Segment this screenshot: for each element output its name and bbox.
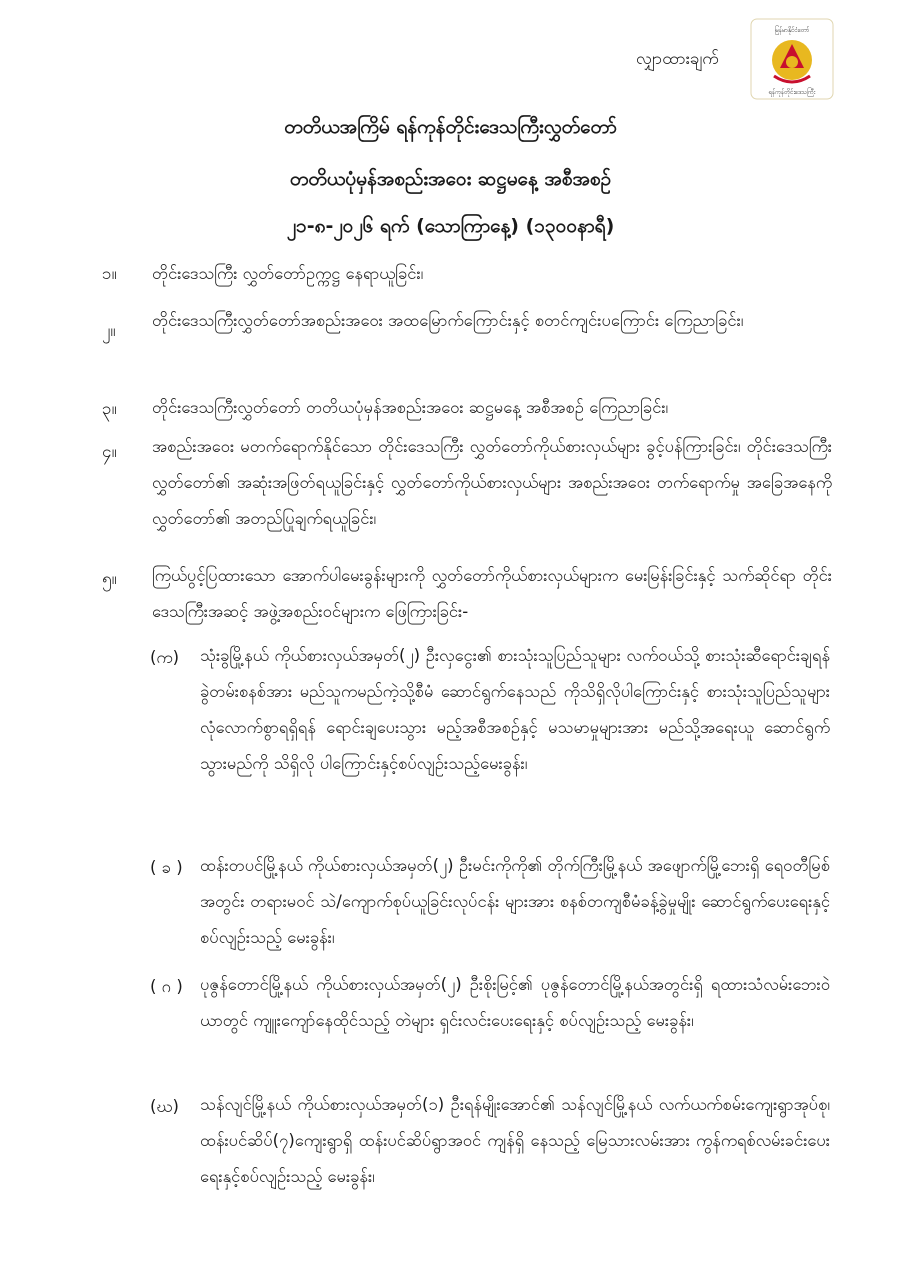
sub-item-text-ka: သုံးခွမြို့နယ် ကိုယ်စားလှယ်အမှတ်(၂) ဦးလှငွေး၏ စားသုံးသူပြည်သူများ လက်ဝယ်သို့ စားသုံးဆီရောင်းချရန် ခွဲတမ်းစနစ်အား မည်သူကမည်ကဲ့သို့စီမံ ဆောင်ရွက်နေသည် ကိုသိရှိလိုပါကြောင်းနှင့် စားသုံးသူပြည်သူများ လုံလောက်စွာရရှိရန် ရောင်းချပေးသွား မည့်အစီအစဉ်နှင့် မသမာမှုများအား မည်သို့အရေးယူ ဆောင်ရွက်သွားမည်ကို သိရှိလို ပါကြောင်းနှင့်စပ်လျဉ်းသည့်မေးခွန်း၊ bbox=[200, 646, 830, 773]
item-number-3: ၃။ bbox=[102, 399, 117, 419]
title-line-1: တတိယအကြိမ် ရန်ကုန်တိုင်းဒေသကြီးလွှတ်တော် bbox=[284, 116, 617, 138]
item-text-5: ကြယ်ပွင့်ပြထားသော အောက်ပါမေးခွန်းများကို လွှတ်တော်ကိုယ်စားလှယ်များက မေးမြန်းခြင်းနှင့် သက်ဆိုင်ရာ တိုင်းဒေသကြီးအဆင့် အဖွဲ့အစည်းဝင်များက ဖြေကြားခြင်း- bbox=[152, 566, 832, 621]
sub-item-text-gha: သန်လျင်မြို့နယ် ကိုယ်စားလှယ်အမှတ်(၁) ဦးရန်မျိုးအောင်၏ သန်လျင်မြို့နယ် လက်ယက်စမ်းကျေးရွာအုပ်စု၊ ထန်းပင်ဆိပ်(၇)ကျေးရွာရှိ ထန်းပင်ဆိပ်ရွာအဝင် ကျန်ရှိ နေသည့် မြေသားလမ်းအား ကွန်ကရစ်လမ်းခင်းပေးရေးနှင့်စပ်လျဉ်းသည့် မေးခွန်း၊ bbox=[200, 1095, 830, 1186]
classification-label: လျှာထားချက် bbox=[636, 49, 719, 69]
item-text-3: တိုင်းဒေသကြီးလွှတ်တော် တတိယပုံမှန်အစည်းအဝေး ဆဋ္ဌမနေ့ အစီအစဉ် ကြေညာခြင်း၊ bbox=[152, 398, 669, 417]
state-seal-logo bbox=[750, 18, 834, 100]
sub-item-label-ga: ( ဂ ) bbox=[150, 977, 183, 996]
seal-caption-bottom: ရန်ကုန်တိုင်းဒေသကြီး bbox=[768, 89, 816, 96]
sub-item-label-gha: (ဃ) bbox=[150, 1097, 179, 1116]
item-number-2: ၂။ bbox=[102, 321, 116, 341]
seal-caption-top: မြန်မာနိုင်ငံတော် bbox=[774, 27, 810, 34]
item-text-4: အစည်းအဝေး မတက်ရောက်နိုင်သော တိုင်းဒေသကြီး လွှတ်တော်ကိုယ်စားလှယ်များ ခွင့်ပန်ကြားခြင်း၊ တိုင်းဒေသကြီးလွှတ်တော်၏ အဆုံးအဖြတ်ရယူခြင်းနှင့် လွှတ်တော်ကိုယ်စားလှယ်များ အစည်းအဝေး တက်ရောက်မှု အခြေအနေကို လွှတ်တော်၏ အတည်ပြုချက်ရယူခြင်း၊ bbox=[152, 437, 832, 528]
item-number-5: ၅။ bbox=[102, 569, 117, 589]
title-line-3: ၂၁-၈-၂၀၂၆ ရက် (သောကြာနေ့) (၁၃၀၀နာရီ) bbox=[286, 215, 615, 237]
sub-item-text-ga: ပုဇွန်တောင်မြို့နယ် ကိုယ်စားလှယ်အမှတ်(၂) ဦးစိုးမြင့်၏ ပုဇွန်တောင်မြို့နယ်အတွင်းရှိ ရထားသံလမ်းဘေးဝဲယာတွင် ကျူးကျော်နေထိုင်သည့် တဲများ ရှင်းလင်းပေးရေးနှင့် စပ်လျဉ်းသည့် မေးခွန်း၊ bbox=[200, 975, 830, 1030]
sub-item-text-kha: ထန်းတပင်မြို့နယ် ကိုယ်စားလှယ်အမှတ်(၂) ဦးမင်းကိုကို၏ တိုက်ကြီးမြို့နယ် အဖျောက်မြို့ဘေးရှိ ရေဝတီမြစ်အတွင်း တရားမဝင် သဲ/ကျောက်စုပ်ယူခြင်းလုပ်ငန်း များအား စနစ်တကျစီမံခန့်ခွဲမှုမျိုး ဆောင်ရွက်ပေးရေးနှင့်စပ်လျဉ်းသည့် မေးခွန်း၊ bbox=[200, 856, 830, 947]
item-number-1: ၁။ bbox=[102, 264, 117, 284]
item-text-1: တိုင်းဒေသကြီး လွှတ်တော်ဥက္ကဋ္ဌ နေရာယူခြင်း၊ bbox=[152, 264, 424, 283]
sub-item-label-ka: (က) bbox=[150, 648, 180, 667]
item-number-4: ၄။ bbox=[102, 442, 117, 462]
item-text-2: တိုင်းဒေသကြီးလွှတ်တော်အစည်းအဝေး အထမြောက်ကြောင်းနှင့် စတင်ကျင်းပကြောင်း ကြေညာခြင်း၊ bbox=[152, 311, 744, 330]
title-line-2: တတိယပုံမှန်အစည်းအဝေး ဆဋ္ဌမနေ့ အစီအစဉ် bbox=[289, 168, 612, 190]
sub-item-label-kha: ( ခ ) bbox=[150, 858, 183, 877]
